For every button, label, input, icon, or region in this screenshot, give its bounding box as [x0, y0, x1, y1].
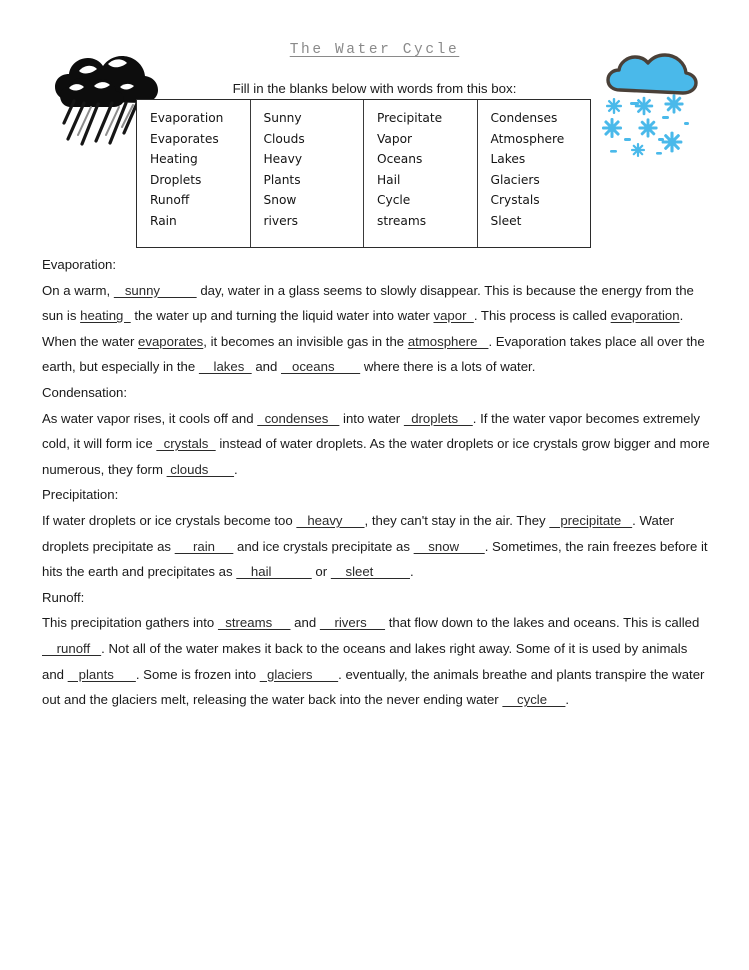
- instruction-text: Fill in the blanks below with words from this box:: [232, 81, 517, 96]
- paragraph-text: into water: [339, 410, 404, 426]
- paragraph-text: , it becomes an invisible gas in the: [203, 333, 408, 349]
- section-paragraph: [42, 406, 710, 483]
- paragraph-text: or: [311, 564, 331, 580]
- word-bank-item: Glaciers: [490, 172, 540, 187]
- page-title: The Water Cycle: [289, 42, 460, 58]
- paragraph-text: This precipitation gathers into: [42, 615, 218, 631]
- word-bank-item: Precipitate: [377, 111, 443, 125]
- word-bank-item: Hail: [377, 172, 401, 187]
- word-bank-item: Sleet: [490, 213, 522, 228]
- fill-in-blank-answer[interactable]: heavy: [296, 512, 365, 528]
- paragraph-text: . If the water vapor becomes extremely cold, it will form ice: [42, 410, 700, 452]
- word-bank-item: Droplets: [150, 172, 202, 187]
- paragraph-text: .: [565, 692, 570, 708]
- word-bank-item: Snow: [263, 193, 297, 208]
- word-bank-item: Atmosphere: [490, 131, 565, 146]
- word-bank-item: Heating: [150, 152, 198, 167]
- paragraph-text: . Evaporation takes place all over the earth, but especially in the: [42, 333, 705, 375]
- fill-in-blank-answer[interactable]: crystals: [156, 436, 216, 452]
- word-bank-column: [364, 100, 478, 247]
- fill-in-blank-answer[interactable]: cycle: [502, 692, 566, 708]
- paragraph-text: .: [234, 461, 238, 477]
- section-heading: Evaporation:: [42, 257, 117, 272]
- word-bank-item: Clouds: [263, 131, 305, 146]
- paragraph-text: . When the water: [42, 308, 684, 349]
- paragraph-text: If water droplets or ice crystals become too: [42, 512, 297, 528]
- word-bank-item: Cycle: [377, 193, 411, 208]
- section-heading: Runoff:: [42, 589, 85, 605]
- worksheet-body: [42, 252, 710, 713]
- paragraph-text: . eventually, the animals breathe and plants transpire the water out and the glaciers melt, releasing the water back into the never ending water: [42, 666, 705, 708]
- snow-cloud-icon: [596, 46, 700, 158]
- fill-in-blank-answer[interactable]: vapor: [433, 308, 474, 324]
- fill-in-blank-answer[interactable]: condenses: [257, 410, 340, 426]
- paragraph-text: the water up and turning the liquid water into water: [130, 308, 434, 324]
- paragraph-text: .: [409, 564, 414, 580]
- fill-in-blank-answer[interactable]: rain: [174, 538, 234, 554]
- paragraph-text: . Not all of the water makes it back to the oceans and lakes right away. Some of it is used by animals and: [42, 640, 688, 682]
- word-bank-item: Runoff: [150, 193, 190, 208]
- fill-in-blank-answer[interactable]: evaporation: [610, 308, 680, 324]
- paragraph-text: On a warm,: [42, 282, 114, 298]
- section-heading: Precipitation:: [42, 487, 119, 503]
- fill-in-blank-answer[interactable]: glaciers: [259, 666, 339, 682]
- fill-in-blank-answer[interactable]: lakes: [198, 359, 252, 375]
- fill-in-blank-answer[interactable]: hail: [236, 564, 312, 580]
- fill-in-blank-answer[interactable]: sleet: [330, 564, 410, 580]
- paragraph-text: and: [290, 615, 320, 631]
- word-bank-item: rivers: [263, 213, 298, 228]
- fill-in-blank-answer[interactable]: droplets: [403, 410, 473, 426]
- section-paragraph: [42, 610, 710, 712]
- fill-in-blank-answer[interactable]: runoff: [42, 640, 102, 656]
- word-bank-item: streams: [377, 213, 427, 228]
- paragraph-text: . Water droplets precipitate as: [42, 512, 675, 554]
- word-bank-column: [478, 100, 591, 247]
- fill-in-blank-answer[interactable]: rivers: [319, 615, 386, 631]
- fill-in-blank-answer[interactable]: sunny: [113, 282, 197, 298]
- fill-in-blank-answer[interactable]: snow: [413, 538, 485, 554]
- section-heading: Condensation:: [42, 384, 128, 400]
- fill-in-blank-answer[interactable]: oceans: [281, 359, 361, 375]
- word-bank-column: [137, 100, 251, 247]
- paragraph-text: . This process is called: [473, 308, 611, 324]
- word-bank-item: Oceans: [377, 152, 423, 167]
- fill-in-blank-answer[interactable]: evaporates: [138, 333, 204, 349]
- paragraph-text: and: [251, 359, 282, 375]
- word-bank-item: Crystals: [490, 193, 540, 208]
- paragraph-text: that flow down to the lakes and oceans. This is called: [385, 615, 700, 631]
- word-bank-item: Vapor: [377, 131, 413, 146]
- paragraph-text: . Some is frozen into: [135, 666, 260, 682]
- paragraph-text: . Sometimes, the rain freezes before it hits the earth and precipitates as: [42, 538, 708, 580]
- fill-in-blank-answer[interactable]: streams: [217, 615, 291, 631]
- section-paragraph: [42, 278, 710, 380]
- paragraph-text: As water vapor rises, it cools off and: [42, 410, 258, 426]
- word-bank-item: Evaporates: [150, 131, 219, 146]
- word-bank-box: [136, 99, 591, 248]
- word-bank-item: Condenses: [490, 111, 558, 125]
- paragraph-text: where there is a lots of water.: [360, 359, 536, 375]
- fill-in-blank-answer[interactable]: precipitate: [549, 512, 633, 528]
- paragraph-text: instead of water droplets. As the water droplets or ice crystals grow bigger and more numerous, they form: [42, 436, 710, 477]
- word-bank-item: Evaporation: [150, 111, 224, 125]
- word-bank-item: Rain: [150, 213, 177, 228]
- word-bank-item: Heavy: [263, 152, 303, 167]
- paragraph-text: and ice crystals precipitate as: [233, 538, 414, 554]
- worksheet-header: [0, 0, 749, 250]
- word-bank-item: Plants: [263, 172, 301, 187]
- word-bank-item: Lakes: [490, 152, 526, 167]
- paragraph-text: , they can't stay in the air. They: [364, 512, 550, 528]
- word-bank-item: Sunny: [263, 111, 302, 125]
- fill-in-blank-answer[interactable]: heating: [80, 308, 131, 324]
- word-bank-column: [251, 100, 365, 247]
- paragraph-text: day, water in a glass seems to slowly disappear. This is because the energy from the sun is: [42, 282, 694, 324]
- section-paragraph: [42, 508, 710, 585]
- fill-in-blank-answer[interactable]: atmosphere: [407, 333, 489, 349]
- fill-in-blank-answer[interactable]: plants: [67, 666, 136, 682]
- fill-in-blank-answer[interactable]: clouds: [166, 461, 235, 477]
